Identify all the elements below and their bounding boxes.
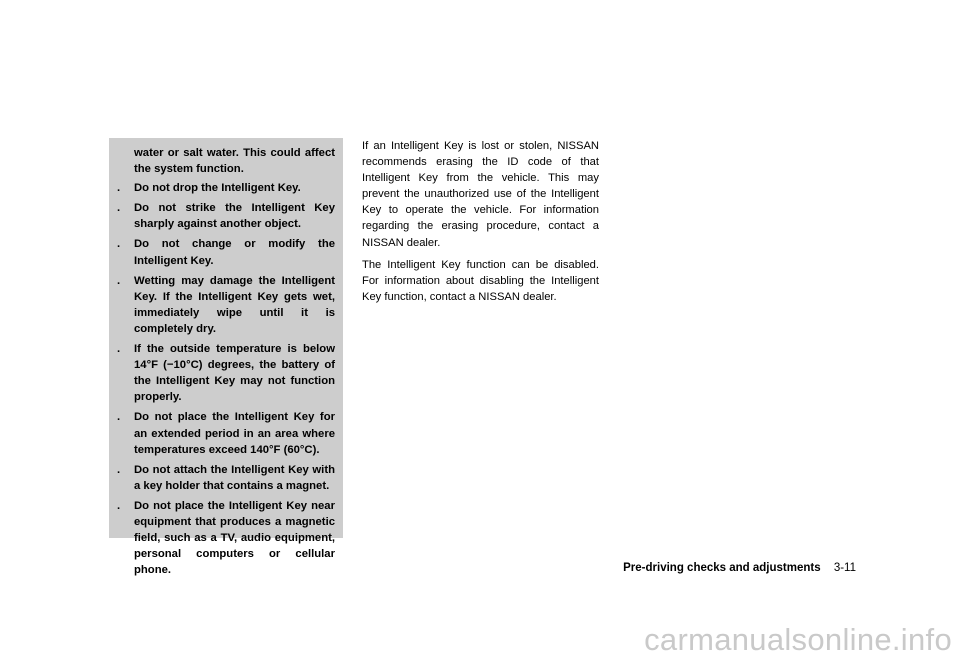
paragraph-lost-key: If an Intelligent Key is lost or stolen, NISSAN recommends erasing the ID code of that Intelligent Key from the vehicle. This may prevent the unauthorized use of the Intelligent Key to operate the vehicle. For information regarding the erasing procedure, contact a NISSAN dealer. (362, 140, 599, 249)
body-text-column (362, 138, 599, 311)
caution-item: . Do not change or modify the Intelligent Key. (117, 238, 335, 267)
bullet-icon: . (117, 182, 121, 195)
page-footer (623, 562, 856, 574)
bullet-icon: . (117, 499, 121, 512)
bullet-icon: . (117, 202, 121, 215)
bullet-icon: . (117, 411, 121, 424)
caution-item: . Do not place the Intelligent Key for an extended period in an area where temperatures exceed 140°F (60°C). (117, 411, 335, 456)
paragraph-disable-key: The Intelligent Key function can be disabled. For information about disabling the Intelligent Key function, contact a NISSAN dealer. (362, 258, 599, 303)
caution-list (117, 180, 335, 578)
caution-item: . Do not strike the Intelligent Key sharply against another object. (117, 202, 335, 231)
watermark: carmanualsonline.info (644, 622, 952, 657)
bullet-icon: . (117, 238, 121, 251)
bullet-icon: . (117, 463, 121, 476)
caution-box (109, 138, 343, 577)
caution-item: . Wetting may damage the Intelligent Key. If the Intelligent Key gets wet, immediately wipe until it is completely dry. (117, 274, 335, 335)
caution-item: . Do not attach the Intelligent Key with a key holder that contains a magnet. (117, 463, 335, 492)
section-title: Pre-driving checks and adjustments (623, 562, 821, 574)
bullet-icon: . (117, 274, 121, 287)
page-number: 3-11 (833, 562, 856, 574)
caution-item: . Do not drop the Intelligent Key. (117, 180, 335, 196)
caution-item: . If the outside temperature is below 14°F (−10°C) degrees, the battery of the Intelligent Key may not function properly. (117, 343, 335, 404)
bullet-icon: . (117, 343, 121, 356)
caution-continuation: water or salt water. This could affect the system function. (134, 147, 335, 176)
caution-item: . Do not place the Intelligent Key near equipment that produces a magnetic field, such as a TV, audio equipment, personal computers or cellular phone. (117, 499, 335, 577)
